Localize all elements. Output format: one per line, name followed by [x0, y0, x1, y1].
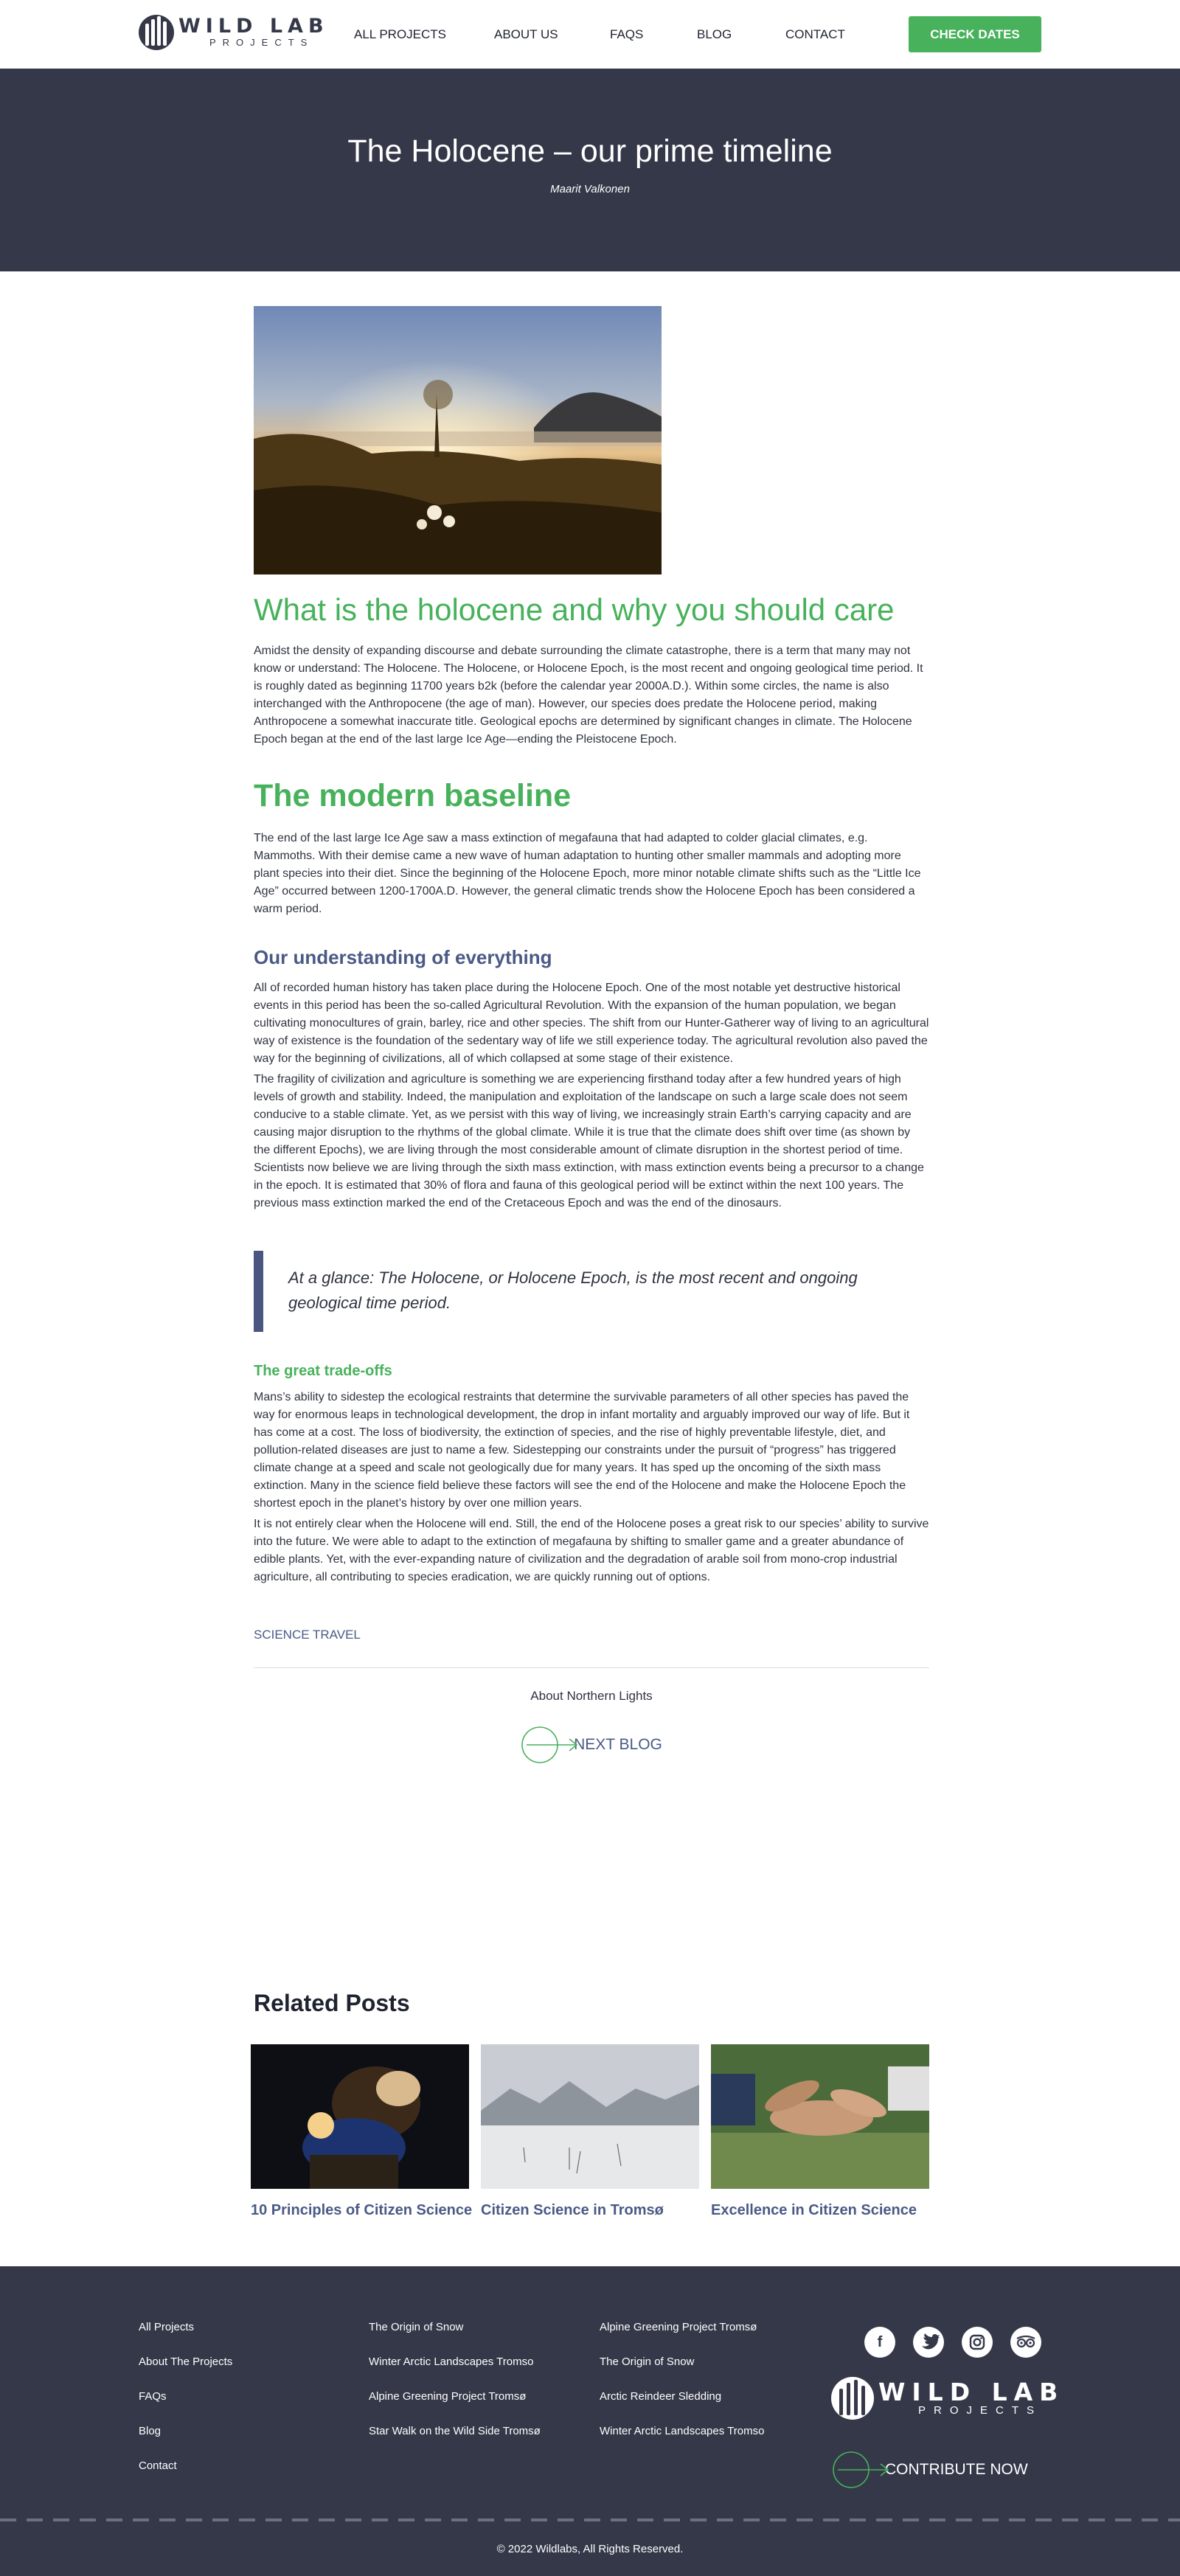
footer-link[interactable]: Star Walk on the Wild Side Tromsø: [369, 2425, 541, 2437]
footer-link[interactable]: Arctic Reindeer Sledding: [600, 2390, 722, 2403]
logo-title: WILD LAB: [878, 2378, 1065, 2406]
footer-link[interactable]: The Origin of Snow: [369, 2321, 464, 2333]
twitter-icon[interactable]: [913, 2327, 944, 2358]
footer-column-3: [600, 2322, 764, 2460]
nav-about-us[interactable]: ABOUT US: [494, 27, 558, 41]
footer-link[interactable]: The Origin of Snow: [600, 2355, 695, 2368]
related-card[interactable]: [711, 2044, 929, 2219]
related-card-title[interactable]: 10 Principles of Citizen Science: [251, 2202, 473, 2218]
footer-logo[interactable]: [831, 2377, 1064, 2420]
footer-link[interactable]: Alpine Greening Project Tromsø: [600, 2321, 757, 2333]
dashed-divider: [0, 2517, 1180, 2523]
footer-link[interactable]: Contact: [139, 2459, 177, 2472]
related-posts-heading: Related Posts: [254, 1990, 410, 2016]
related-card-title[interactable]: Citizen Science in Tromsø: [481, 2202, 664, 2218]
next-blog-label: NEXT BLOG: [574, 1736, 662, 1753]
tripadvisor-icon[interactable]: [1010, 2327, 1041, 2358]
next-blog-button[interactable]: [254, 1726, 929, 1764]
heading-modern-baseline: The modern baseline: [254, 778, 572, 813]
nav-contact[interactable]: CONTACT: [785, 27, 845, 41]
footer-link[interactable]: Blog: [139, 2425, 162, 2437]
page-title: The Holocene – our prime timeline: [347, 133, 833, 169]
paragraph-trade-offs-1: Mans’s ability to sidestep the ecological restraints that determine the survivable parameters of all other species has paved the way for enormous leaps in technological development, the drop in infant mortality and arguably improved our way of life. But it has come at a cost. The loss of biodiversity, the extinction of species, and the rise of highly preventable lifestyle, diet, and pollution-related diseases are just to name a few. Sidestepping our constraints under the pursuit of “progress” has triggered climate change at a speed and scale not geologically due for many years. It has sped up the oncoming of the sixth mass extinction. Many in the science field believe these factors will see the end of the Holocene and make the Holocene Epoch the shortest epoch in the planet’s history by over one million years.: [254, 1391, 910, 1510]
nav-blog[interactable]: BLOG: [697, 27, 732, 41]
nav-all-projects[interactable]: ALL PROJECTS: [354, 27, 447, 41]
author-name: Maarit Valkonen: [550, 183, 630, 195]
footer-link[interactable]: Winter Arctic Landscapes Tromso: [369, 2355, 534, 2368]
related-card[interactable]: [251, 2044, 473, 2219]
logo-title: WILD LAB: [178, 15, 329, 38]
article-body: [254, 306, 929, 1764]
footer-link[interactable]: Winter Arctic Landscapes Tromso: [600, 2425, 765, 2437]
forest-logo-icon: [139, 15, 174, 50]
site-footer: [0, 2266, 1180, 2576]
forest-logo-icon: [831, 2377, 874, 2420]
footer-link[interactable]: All Projects: [139, 2321, 195, 2333]
footer-link[interactable]: Alpine Greening Project Tromsø: [369, 2390, 527, 2403]
social-links: [864, 2327, 1059, 2358]
heading-trade-offs: The great trade-offs: [254, 1363, 392, 1379]
check-dates-button[interactable]: CHECK DATES: [909, 16, 1041, 52]
nav-faqs[interactable]: FAQS: [610, 27, 644, 41]
instagram-icon[interactable]: [962, 2327, 993, 2358]
category-tag[interactable]: SCIENCE TRAVEL: [254, 1628, 361, 1642]
previous-post-link[interactable]: About Northern Lights: [530, 1689, 653, 1703]
related-card[interactable]: [481, 2044, 699, 2219]
paragraph-understanding-1: All of recorded human history has taken place during the Holocene Epoch. One of the most notable yet destructive historical events in this period has been the so-called Agricultural Revolution. With the expansion of the human population, we began cultivating monocultures of grain, barley, rice and other species. The shift from our Hunter-Gatherer way of living to an agricultural way of existence is the foundation of the sedentary way of life we still experience today. The agricultural revolution also paved the way for the beginning of civilizations, all of which collapsed at some stage of their existence.: [254, 982, 929, 1065]
article-hero: [0, 69, 1180, 271]
logo-subtitle: PROJECTS: [918, 2404, 1043, 2417]
copyright-text: © 2022 Wildlabs, All Rights Reserved.: [496, 2543, 684, 2555]
at-a-glance-quote: At a glance: The Holocene, or Holocene Epoch, is the most recent and ongoing geological time period.: [254, 1251, 929, 1332]
snowy-landscape-image: [481, 2044, 699, 2189]
sunset-meadow-image: [254, 306, 662, 574]
circle-arrow-icon: [832, 2451, 891, 2489]
divider: [254, 1667, 929, 1668]
footer-link[interactable]: About The Projects: [139, 2355, 233, 2368]
site-logo[interactable]: [139, 15, 329, 50]
facebook-icon[interactable]: f: [864, 2327, 895, 2358]
paragraph-modern-baseline: The end of the last large Ice Age saw a mass extinction of megafauna that had adapted to colder glacial climates, e.g. Mammoths. With their demise came a new wave of human adaptation to hunting other smaller mammals and adopting more plant species into their diet. Since the beginning of the Holocene Epoch, more minor notable climate shifts such as the “Little Ice Age” occurred between 1200-1700A.D. However, the general climatic trends show the Holocene Epoch has been considered a warm period.: [254, 832, 921, 915]
contribute-now-button[interactable]: [832, 2451, 1028, 2489]
contribute-label: CONTRIBUTE NOW: [885, 2461, 1028, 2478]
top-navigation: [0, 0, 1180, 69]
circle-arrow-icon: [521, 1726, 580, 1764]
heading-understanding: Our understanding of everything: [254, 946, 552, 968]
night-scientist-image: [251, 2044, 469, 2189]
footer-link[interactable]: FAQs: [139, 2390, 167, 2403]
footer-column-1: [139, 2322, 232, 2495]
hands-together-image: [711, 2044, 929, 2189]
footer-column-2: [369, 2322, 541, 2460]
paragraph-what-is-holocene: Amidst the density of expanding discourse and debate surrounding the climate catastrophe, there is a term that many may not know or understand: The Holocene. The Holocene, or Holocene Epoch, is the most recent and ongoing geological time period. It is roughly dated as beginning 11700 years b2k (before the calendar year 2000A.D.). Within some circles, the name is also interchanged with the Anthropocene (the age of man). However, our species does predate the Holocene period, making Anthropocene a somewhat inaccurate title. Geological epochs are determined by significant changes in climate. The Holocene Epoch began at the end of the last large Ice Age—ending the Pleistocene Epoch.: [254, 645, 923, 746]
related-card-title[interactable]: Excellence in Citizen Science: [711, 2202, 917, 2218]
paragraph-trade-offs-2: It is not entirely clear when the Holocene will end. Still, the end of the Holocene poses a great risk to our species’ ability to survive into the future. We were able to adapt to the extinction of megafauna by shifting to smaller game and a greater abundance of edible plants. Yet, with the ever-expanding nature of civilization and the degradation of arable soil from mono-crop industrial agriculture, all contributing to species eradication, we are quickly running out of options.: [254, 1518, 929, 1583]
heading-what-is-holocene: What is the holocene and why you should care: [254, 592, 895, 627]
paragraph-understanding-2: The fragility of civilization and agriculture is something we are experiencing firsthand today after a few hundred years of high levels of growth and stability. Indeed, the manipulation and exploitation of the landscape on such a large scale does not seem conducive to a stable climate. Yet, as we persist with this way of living, we increasingly strain Earth’s carrying capacity and are causing major disruption to the rhythms of the global climate. While it is true that the climate does shift over time (as shown by the different Epochs), we are living through the most considerable amount of climate disruption in the shortest period of time. Scientists now believe we are living through the sixth mass extinction, with mass extinction events being a precursor to a change in the epoch. It is estimated that 30% of flora and fauna of this geological period will be extinct within the next 100 years. The previous mass extinction marked the end of the Cretaceous Epoch and was the end of the dinosaurs.: [254, 1073, 924, 1209]
logo-subtitle: PROJECTS: [209, 37, 314, 48]
